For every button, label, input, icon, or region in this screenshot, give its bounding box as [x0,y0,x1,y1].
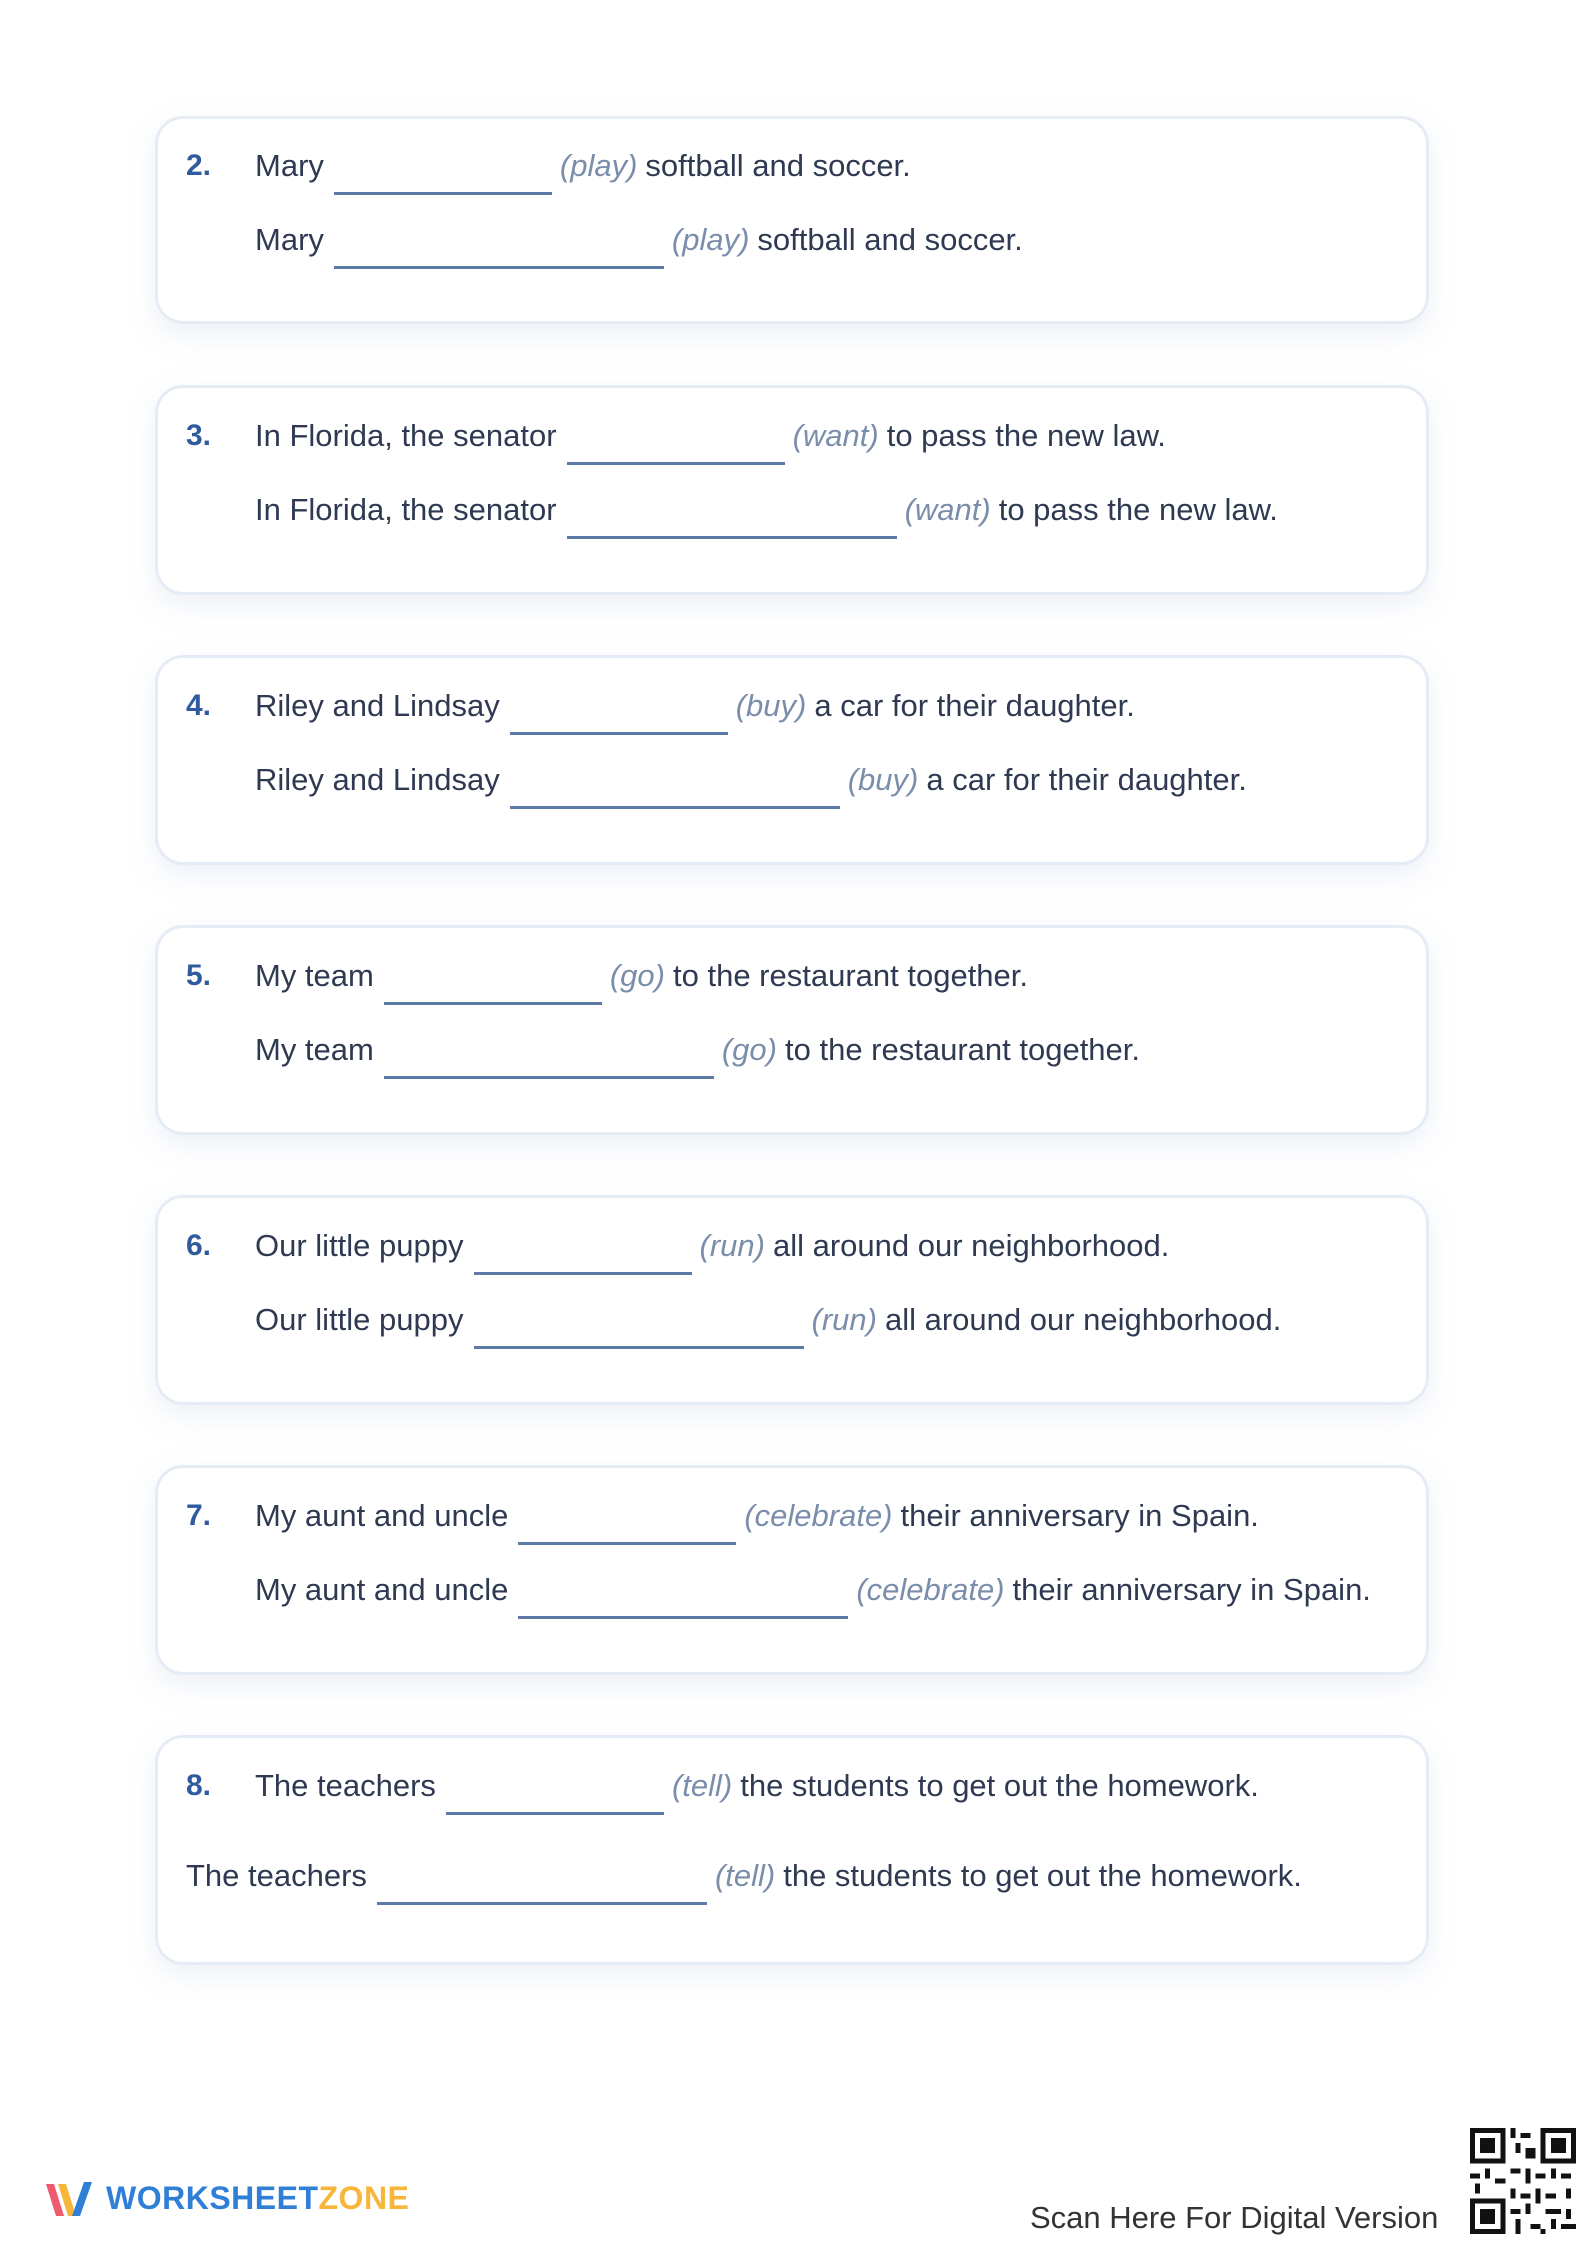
sentence-line [255,1228,1169,1280]
sentence-line [255,762,1247,814]
verb-hint: (want) [792,418,879,453]
verb-hint: (play) [671,222,750,257]
sentence-subject: Our little puppy [255,1302,464,1337]
answer-blank[interactable] [384,1032,714,1079]
sentence-subject: Riley and Lindsay [255,762,500,797]
sentence-line [255,222,1023,274]
sentence-rest: softball and soccer. [645,148,911,183]
worksheetzone-logo-icon [44,2176,94,2220]
sentence-subject: My team [255,958,374,993]
exercise-number: 3. [186,419,212,452]
verb-hint: (celebrate) [744,1498,893,1533]
exercise-number: 5. [186,959,212,992]
brand-part-2: ZONE [318,2179,410,2216]
sentence-subject: Mary [255,148,324,183]
verb-hint: (tell) [714,1858,776,1893]
sentence-rest: their anniversary in Spain. [900,1498,1259,1533]
sentence-rest: all around our neighborhood. [884,1302,1282,1337]
verb-hint: (go) [721,1032,777,1067]
sentence-rest: to the restaurant together. [673,958,1029,993]
sentence-line [255,148,911,200]
exercise-number: 4. [186,689,212,722]
worksheetzone-logo[interactable] [44,2176,409,2220]
verb-hint: (run) [811,1302,877,1337]
sentence-rest: all around our neighborhood. [772,1228,1170,1263]
brand-name [106,2180,409,2217]
sentence-rest: to pass the new law. [886,418,1166,453]
verb-hint: (buy) [847,762,919,797]
exercise-card-6 [155,1195,1429,1405]
answer-blank[interactable] [334,222,664,269]
answer-blank[interactable] [510,762,840,809]
exercise-number: 2. [186,149,212,182]
exercise-number: 6. [186,1229,212,1262]
sentence-subject: Riley and Lindsay [255,688,500,723]
exercise-card-4 [155,655,1429,865]
verb-hint: (want) [904,492,991,527]
qr-code-icon[interactable] [1470,2128,1576,2234]
sentence-subject: The teachers [186,1858,367,1893]
sentence-line [255,1498,1259,1550]
answer-blank[interactable] [518,1498,736,1545]
sentence-rest: their anniversary in Spain. [1012,1572,1371,1607]
verb-hint: (celebrate) [856,1572,1005,1607]
answer-blank[interactable] [510,688,728,735]
sentence-line [255,1302,1281,1354]
sentence-rest: to the restaurant together. [785,1032,1141,1067]
exercise-number: 8. [186,1769,212,1802]
sentence-line [186,1858,1302,1910]
sentence-rest: softball and soccer. [757,222,1023,257]
sentence-line [255,1768,1259,1820]
scan-caption: Scan Here For Digital Version [1030,2200,1439,2235]
sentence-subject: In Florida, the senator [255,492,557,527]
answer-blank[interactable] [384,958,602,1005]
sentence-subject: My team [255,1032,374,1067]
brand-part-1: WORKSHEET [106,2179,319,2216]
sentence-rest: the students to get out the homework. [740,1768,1259,1803]
sentence-rest: a car for their daughter. [926,762,1247,797]
answer-blank[interactable] [567,492,897,539]
answer-blank[interactable] [334,148,552,195]
exercise-number: 7. [186,1499,212,1532]
answer-blank[interactable] [518,1572,848,1619]
sentence-line [255,492,1278,544]
verb-hint: (tell) [671,1768,733,1803]
sentence-rest: a car for their daughter. [814,688,1135,723]
exercise-card-7 [155,1465,1429,1675]
answer-blank[interactable] [377,1858,707,1905]
answer-blank[interactable] [474,1228,692,1275]
sentence-line [255,1032,1140,1084]
sentence-line [255,688,1135,740]
sentence-subject: Our little puppy [255,1228,464,1263]
verb-hint: (play) [559,148,638,183]
answer-blank[interactable] [474,1302,804,1349]
sentence-rest: to pass the new law. [998,492,1278,527]
sentence-subject: My aunt and uncle [255,1572,509,1607]
verb-hint: (run) [699,1228,765,1263]
sentence-subject: In Florida, the senator [255,418,557,453]
sentence-subject: The teachers [255,1768,436,1803]
sentence-subject: My aunt and uncle [255,1498,509,1533]
sentence-line [255,1572,1371,1624]
verb-hint: (go) [609,958,665,993]
verb-hint: (buy) [735,688,807,723]
sentence-line [255,418,1166,470]
exercise-card-5 [155,925,1429,1135]
sentence-rest: the students to get out the homework. [783,1858,1302,1893]
answer-blank[interactable] [446,1768,664,1815]
sentence-subject: Mary [255,222,324,257]
answer-blank[interactable] [567,418,785,465]
exercise-card-3 [155,385,1429,595]
sentence-line [255,958,1028,1010]
